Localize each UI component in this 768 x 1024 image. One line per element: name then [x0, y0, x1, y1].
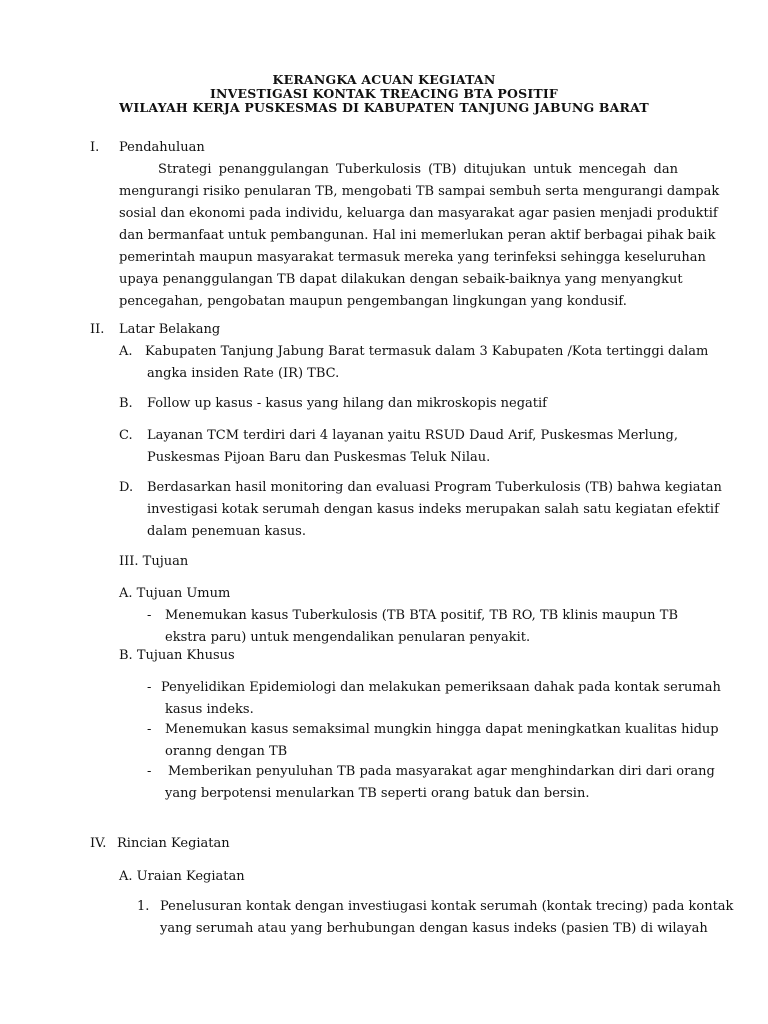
tujuan-khusus-text: yang berpotensi menularkan TB seperti orang batuk dan bersin.	[165, 786, 590, 801]
section-2-heading: Latar Belakang	[119, 322, 221, 337]
tujuan-umum-text: Menemukan kasus Tuberkulosis (TB BTA positif, TB RO, TB klinis maupun TB	[165, 608, 678, 623]
doc-title-line-2: INVESTIGASI KONTAK TREACING BTA POSITIF	[209, 86, 559, 101]
item-a-letter: A.	[119, 344, 133, 359]
section-4-heading: Rincian Kegiatan	[117, 836, 230, 851]
tujuan-khusus-text: Menemukan kasus semaksimal mungkin hingga dapat meningkatkan kualitas hidup	[165, 722, 719, 737]
tujuan-umum-label: A. Tujuan Umum	[119, 586, 231, 601]
item-d-letter: D.	[119, 480, 134, 495]
kegiatan-item-text: yang serumah atau yang berhubungan dengan kasus indeks (pasien TB) di wilayah	[160, 921, 708, 936]
section-1-paragraph-line: mengurangi risiko penularan TB, mengobati TB sampai sembuh serta mengurangi dampak	[119, 184, 720, 199]
tujuan-khusus-text: oranng dengan TB	[165, 744, 288, 759]
section-1-paragraph-line: upaya penanggulangan TB dapat dilakukan dengan sebaik-baiknya yang menyangkut	[119, 272, 683, 287]
section-4-number: IV.	[90, 836, 107, 851]
doc-title-line-3: WILAYAH KERJA PUSKESMAS DI KABUPATEN TANJUNG JABUNG BARAT	[119, 100, 649, 115]
section-1-heading: Pendahuluan	[119, 140, 205, 155]
tujuan-khusus-text: Penyelidikan Epidemiologi dan melakukan pemeriksaan dahak pada kontak serumah	[161, 680, 721, 695]
section-1-paragraph-line: pemerintah maupun masyarakat termasuk mereka yang terinfeksi sehingga keseluruhan	[119, 250, 706, 265]
bullet-dash: -	[147, 608, 152, 623]
item-d-text: Berdasarkan hasil monitoring dan evaluasi Program Tuberkulosis (TB) bahwa kegiatan	[147, 480, 722, 495]
tujuan-umum-text: ekstra paru) untuk mengendalikan penularan penyakit.	[165, 630, 531, 645]
section-1-paragraph-line: dan bermanfaat untuk pembangunan. Hal ini memerlukan peran aktif berbagai pihak baik	[119, 228, 716, 243]
doc-title-line-1: KERANGKA ACUAN KEGIATAN	[272, 72, 496, 87]
item-b-text: Follow up kasus - kasus yang hilang dan mikroskopis negatif	[147, 396, 547, 411]
item-c-text: Layanan TCM terdiri dari 4 layanan yaitu RSUD Daud Arif, Puskesmas Merlung,	[147, 428, 678, 443]
bullet-dash: -	[147, 764, 152, 779]
section-1-paragraph-line: sosial dan ekonomi pada individu, keluarga dan masyarakat agar pasien menjadi produktif	[119, 206, 718, 221]
kegiatan-item-text: Penelusuran kontak dengan investiugasi kontak serumah (kontak trecing) pada kontak	[160, 899, 734, 914]
item-b-letter: B.	[119, 396, 133, 411]
tujuan-khusus-text: Memberikan penyuluhan TB pada masyarakat agar menghindarkan diri dari orang	[168, 764, 715, 779]
bullet-dash: -	[147, 680, 152, 695]
item-a-text: Kabupaten Tanjung Jabung Barat termasuk dalam 3 Kabupaten /Kota tertinggi dalam	[145, 344, 709, 359]
section-1-paragraph-line: pencegahan, pengobatan maupun pengembangan lingkungan yang kondusif.	[119, 294, 627, 309]
item-a-text: angka insiden Rate (IR) TBC.	[147, 366, 340, 381]
bullet-dash: -	[147, 722, 152, 737]
item-c-text: Puskesmas Pijoan Baru dan Puskesmas Teluk Nilau.	[147, 450, 491, 465]
kegiatan-item-number: 1.	[137, 899, 150, 914]
uraian-kegiatan-label: A. Uraian Kegiatan	[119, 869, 245, 884]
section-3-heading: III. Tujuan	[119, 554, 189, 569]
section-1-number: I.	[90, 140, 100, 155]
tujuan-khusus-text: kasus indeks.	[165, 702, 254, 717]
section-1-paragraph-line: Strategi penanggulangan Tuberkulosis (TB) ditujukan untuk mencegah dan	[158, 162, 678, 177]
item-d-text: investigasi kotak serumah dengan kasus indeks merupakan salah satu kegiatan efektif	[147, 502, 719, 517]
item-d-text: dalam penemuan kasus.	[147, 524, 306, 539]
tujuan-khusus-label: B. Tujuan Khusus	[119, 648, 235, 663]
section-2-number: II.	[90, 322, 105, 337]
item-c-letter: C.	[119, 428, 133, 443]
